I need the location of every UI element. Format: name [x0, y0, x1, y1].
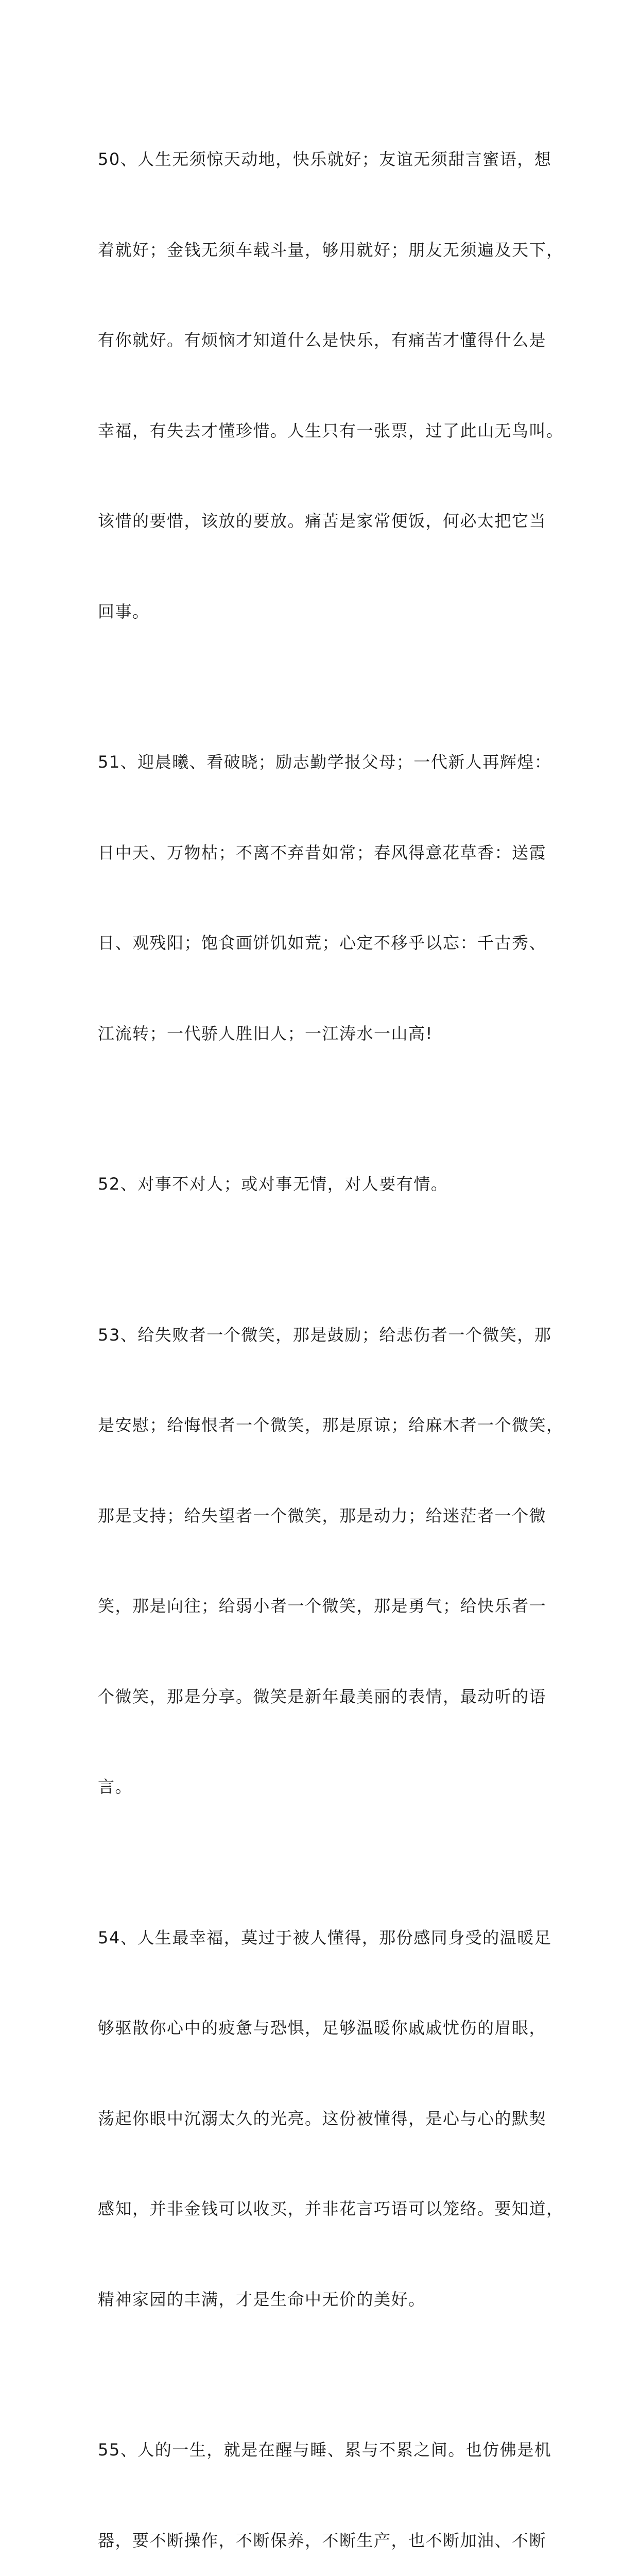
paragraph-52: [98, 1109, 551, 1260]
text-line: 有你就好。有烦恼才知道什么是快乐，有痛苦才懂得什么是: [98, 330, 547, 350]
paragraph-50: [98, 84, 564, 687]
text-line: 幸福，有失去才懂珍惜。人生只有一张票，过了此山无鸟叫。: [98, 420, 564, 440]
text-line: 着就好；金钱无须车载斗量，够用就好；朋友无须遍及天下，: [98, 240, 564, 260]
text-line: 50、人生无须惊天动地，快乐就好；友谊无须甜言蜜语，想: [98, 149, 552, 169]
text-line: 江流转；一代骄人胜旧人；一江涛水一山高!: [98, 1023, 433, 1043]
text-line: 52、对事不对人；或对事无情，对人要有情。: [98, 1174, 448, 1194]
text-line: 个微笑，那是分享。微笑是新年最美丽的表情，最动听的语: [98, 1686, 547, 1706]
text-line: 感知，并非金钱可以收买，并非花言巧语可以笼络。要知道，: [98, 2199, 564, 2218]
text-line: 51、迎晨曦、看破晓；励志勤学报父母；一代新人再辉煌：: [98, 752, 552, 772]
text-line: 日中天、万物枯；不离不弃昔如常；春风得意花草香：送霞: [98, 842, 547, 862]
text-line: 够驱散你心中的疲惫与恐惧，足够温暖你戚戚忧伤的眉眼，: [98, 2018, 547, 2038]
text-line: 言。: [98, 1777, 133, 1797]
paragraph-53: [98, 1260, 564, 1862]
text-line: 54、人生最幸福，莫过于被人懂得，那份感同身受的温暖足: [98, 1927, 552, 1947]
paragraph-55: [98, 2375, 551, 2576]
text-line: 是安慰；给悔恨者一个微笑，那是原谅；给麻木者一个微笑，: [98, 1415, 564, 1435]
text-line: 53、给失败者一个微笑，那是鼓励；给悲伤者一个微笑，那: [98, 1325, 552, 1345]
paragraph-54: [98, 1862, 564, 2375]
text-line: 精神家园的丰满，才是生命中无价的美好。: [98, 2289, 426, 2309]
text-line: 笑，那是向往；给弱小者一个微笑，那是勇气；给快乐者一: [98, 1596, 547, 1616]
text-line: 日、观残阳；饱食画饼饥如荒；心定不移乎以忘：千古秀、: [98, 933, 547, 953]
text-line: 荡起你眼中沉溺太久的光亮。这份被懂得，是心与心的默契: [98, 2108, 547, 2128]
text-line: 那是支持；给失望者一个微笑，那是动力；给迷茫者一个微: [98, 1505, 547, 1526]
text-line: 回事。: [98, 601, 150, 621]
paragraph-51: [98, 687, 551, 1109]
text-line: 该惜的要惜，该放的要放。痛苦是家常便饭，何必太把它当: [98, 511, 547, 531]
text-line: 器，要不断操作，不断保养，不断生产，也不断加油、不断: [98, 2530, 547, 2550]
document-body: [98, 84, 564, 2576]
text-line: 55、人的一生，就是在醒与睡、累与不累之间。也仿佛是机: [98, 2440, 552, 2460]
